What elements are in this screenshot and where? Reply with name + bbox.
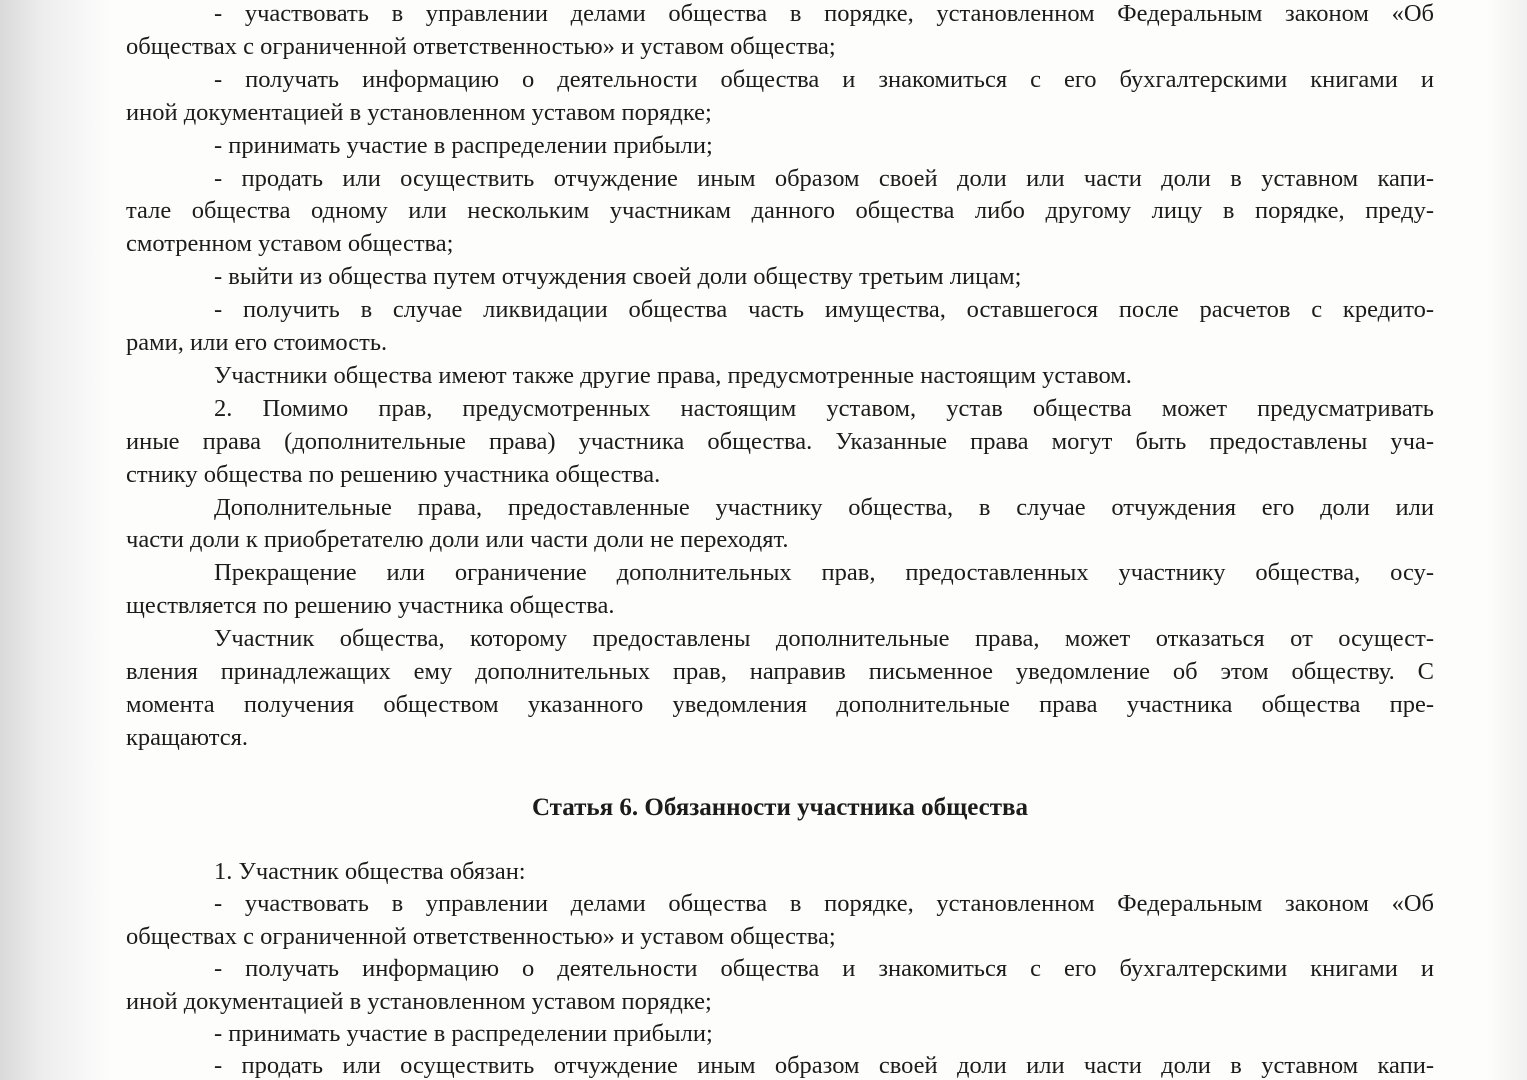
- text-line: рами, или его стоимость.: [126, 329, 388, 356]
- text-line: 2. Помимо прав, предусмотренных настоящим уставом, устав общества может предусматривать: [214, 394, 1434, 422]
- text-line: Участники общества имеют также другие права, предусмотренные настоящим уставом.: [214, 361, 1132, 389]
- text-line: обществах с ограниченной ответственностью» и уставом общества;: [126, 32, 836, 60]
- text-line: - продать или осуществить отчуждение иным образом своей доли или части доли в уставном капи-: [214, 164, 1434, 192]
- text-line: - получить в случае ликвидации общества часть имущества, оставшегося после расчетов с кредито-: [214, 296, 1434, 324]
- article-6-heading: Статья 6. Обязанности участника общества: [531, 794, 1029, 821]
- text-line: Прекращение или ограничение дополнительных прав, предоставленных участнику общества, осу-: [214, 559, 1434, 587]
- text-line: - получать информацию о деятельности общества и знакомиться с его бухгалтерскими книгами и: [214, 65, 1434, 93]
- text-line: - участвовать в управлении делами общества в порядке, установленном Федеральным законом «Об: [214, 890, 1434, 918]
- text-line: - участвовать в управлении делами общества в порядке, установленном Федеральным законом «Об: [214, 0, 1434, 27]
- text-line: стнику общества по решению участника общества.: [126, 460, 661, 488]
- text-line: Участник общества, которому предоставлены дополнительные права, может отказаться от осущест-: [214, 625, 1434, 653]
- text-line: момента получения обществом указанного уведомления дополнительные права участника общества пре-: [126, 690, 1434, 718]
- text-line: - принимать участие в распределении прибыли;: [214, 1020, 713, 1047]
- text-line: вления принадлежащих ему дополнительных прав, направив письменное уведомление об этом обществу. С: [126, 658, 1434, 685]
- text-line: иной документацией в установленном уставом порядке;: [126, 98, 712, 126]
- text-line: Дополнительные права, предоставленные участнику общества, в случае отчуждения его доли или: [214, 493, 1434, 521]
- text-line: обществах с ограниченной ответственностью» и уставом общества;: [126, 922, 836, 950]
- text-line: иной документацией в установленном уставом порядке;: [126, 987, 712, 1015]
- text-line: ществляется по решению участника общества.: [126, 592, 615, 620]
- text-line: иные права (дополнительные права) участника общества. Указанные права могут быть предоставлены уча-: [126, 427, 1434, 455]
- text-line: кращаются.: [126, 723, 249, 751]
- scan-edge-shadow-right: [1487, 0, 1527, 1080]
- text-line: - продать или осуществить отчуждение иным образом своей доли или части доли в уставном капи-: [214, 1052, 1434, 1080]
- text-line: 1. Участник общества обязан:: [214, 858, 526, 885]
- text-line: тале общества одному или нескольким участникам данного общества либо другому лицу в порядке, преду-: [126, 197, 1434, 225]
- text-line: - получать информацию о деятельности общества и знакомиться с его бухгалтерскими книгами и: [214, 955, 1434, 983]
- text-line: - выйти из общества путем отчуждения своей доли обществу третьим лицам;: [214, 263, 1022, 291]
- text-line: - принимать участие в распределении прибыли;: [214, 131, 713, 159]
- text-line: части доли к приобретателю доли или части доли не переходят.: [126, 526, 789, 554]
- text-line: смотренном уставом общества;: [126, 230, 454, 258]
- scan-edge-shadow: [0, 0, 112, 1080]
